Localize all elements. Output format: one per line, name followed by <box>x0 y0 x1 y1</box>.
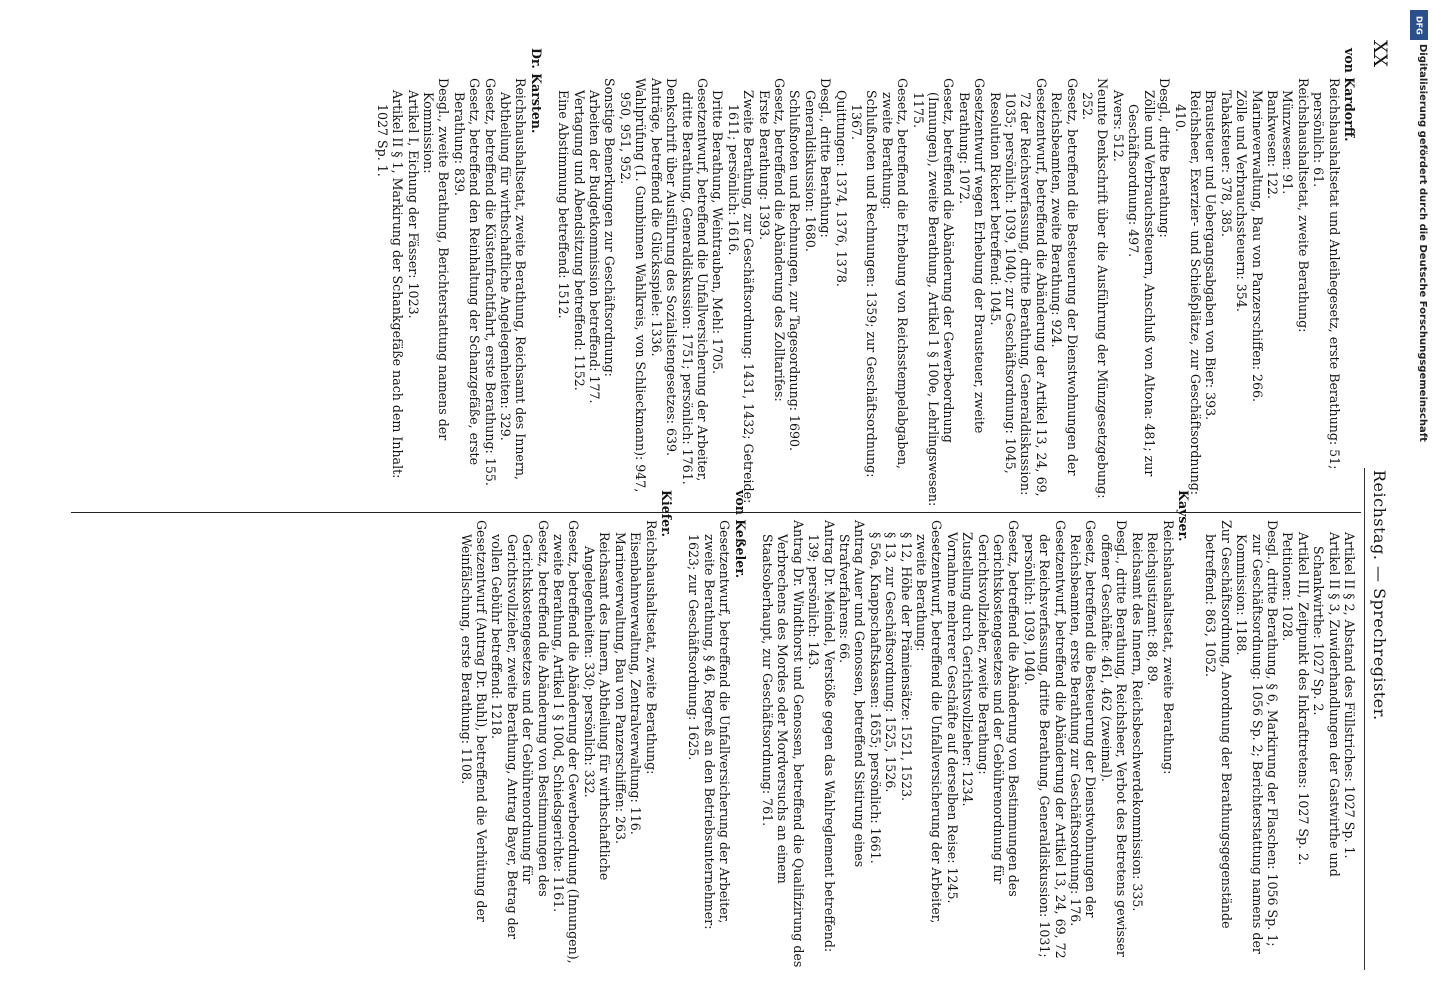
entry-line: Tabaksteuer: 378, 385. <box>1218 90 1234 238</box>
entry-line: Gesetzentwurf, betreffend die Unfallversicherung der Arbeiter, zweite Berathung, § 46, Regreß an den Betriebsunternehmer: 1623; zur Geschäftsordnung: 1625. <box>686 520 733 930</box>
entry-line: Gesetz, betreffend die Abänderung des Zolltarifes: <box>771 78 787 402</box>
speaker-entry-continued <box>1203 520 1357 968</box>
entry-line: Gesetz, betreffend die Abänderung der Gewerbeordnung (Innungen), zweite Berathung, Artikel 1 § 100d, Schiedsgerichte: 1161. <box>551 520 582 964</box>
page-number: XX <box>1369 40 1391 68</box>
entry-line: Marineverwaltung, Bau von Panzerschiffen: 266. <box>1249 90 1265 403</box>
entry-line: Gesetz, betreffend die Abänderung von Bestimmungen des Gerichtskostengesetzes und der Gebührenordnung für Gerichtsvollzieher, zweite Berathung: <box>975 520 1022 897</box>
entry-line: Brausteuer und Uebergangsabgaben von Bier: 393. <box>1203 90 1219 421</box>
entry-line: Vornahme mehrerer Geschäfte auf derselben Reise: 1245. <box>944 532 960 904</box>
entry-line: Reichshaushaltsetat, zweite Berathung: <box>1295 78 1311 333</box>
entry-line: Reichsamt des Innern, Reichsbeschwerdekommission: 335. <box>1129 532 1145 912</box>
entry-line: Reichsheer, Exerzier- und Schießplätze, zur Geschäftsordnung: 410. <box>1172 90 1203 496</box>
entry-line: Artikel III, Zeitpunkt des Inkrafttretens: 1027 Sp. 2. <box>1295 532 1311 866</box>
speaker-entry <box>458 490 674 968</box>
speaker-name: von Keßeler. <box>732 490 748 579</box>
entry-line: Gesetzentwurf, betreffend die Unfallversicherung der Arbeiter, dritte Berathung, Generaldiskussion: 1751; persönlich: 1761. <box>679 78 710 485</box>
entry-line: Zweite Berathung, zur Geschäftsordnung: 1431, 1432; Getreide: 1611; persönlich: 1616. <box>725 90 757 504</box>
entry-line: Gesetzentwurf, betreffend die Abänderung der Artikel 13, 24, 69, 72 der Reichsverfassung, dritte Berathung, Generaldiskussion: 1031; persönlich: 1039, 1040. <box>1021 520 1068 959</box>
speaker-entry <box>759 490 1191 968</box>
entry-line: Arbeiten der Budgetkommission betreffend: 177. <box>587 90 603 404</box>
digitization-credit <box>1404 4 1432 996</box>
page-title: Reichstag. — Sprechregister. <box>1370 470 1389 721</box>
speaker-entry <box>374 48 544 508</box>
entry-line: Bankwesen: 122. <box>1264 90 1280 200</box>
entry-line: Reichshaushaltsetat, zweite Berathung, Reichsamt des Innern, Abtheilung für wirthschaftliche Angelegenheiten: 329. <box>498 78 529 481</box>
entry-line: Desgl., dritte Berathung: <box>818 78 834 238</box>
entry-line: Schlußnoten und Rechnungen, zur Tagesordnung: 1690. <box>787 90 803 452</box>
entry-line: Wahlprüfung (1. Gumbinnen Wahlkreis, von Schlieckmann): 947, 950, 951, 952. <box>617 78 649 493</box>
left-column <box>372 48 1357 508</box>
column-divider <box>71 512 1361 513</box>
entry-line: Zur Geschäftsordnung, Anordnung der Berathungsgegenstände betreffend: 863, 1052. <box>1203 520 1234 929</box>
entry-line: Anträge, betreffend die Glücksspiele: 1336. <box>648 78 664 357</box>
entry-line: § 56a, Knappschaftskassen: 1655; persönlich: 1661. <box>867 532 883 864</box>
entry-line: Avers: 512. <box>1110 90 1126 162</box>
entry-line: Artikel II § 3, Zuwiderhandlungen der Gastwirthe und Schankwirthe: 1027 Sp. 2. <box>1311 532 1342 877</box>
entry-line: Reichsamt des Innern, Abtheilung für wirthschaftliche Angelegenheiten: 330; persönlich: 332. <box>581 532 613 881</box>
entry-line: Quittungen: 1374, 1376, 1378. <box>833 90 849 287</box>
document-page <box>31 0 1401 1000</box>
running-head <box>1363 40 1395 970</box>
entry-line: Desgl., dritte Berathung, Reichsheer, Verbot des Betretens gewisser offener Geschäfte: 461, 462 (zweimal). <box>1098 520 1130 957</box>
entry-line: Petitionen: 1028. <box>1280 532 1296 642</box>
entry-line: Gesetz, betreffend die Besteuerung der Dienstwohnungen der Reichsbeamten, erste Berathung zur Geschäftsordnung: 176. <box>1068 520 1099 927</box>
speaker-name: Kiefer. <box>658 490 674 538</box>
entry-line: Desgl., zweite Berathung, Berichterstattung namens der Kommission: <box>421 78 452 441</box>
entry-line: Gesetz, betreffend die Abänderung von Bestimmungen des Gerichtskostengesetzes und der Gebührenordnung für Gerichtsvollzieher, zweite Berathung, Antrag Bayer, Betrag der vollen Gebühr betreffend: 1218. <box>489 520 551 940</box>
entry-line: Marineverwaltung, Bau von Panzerschiffen: 263. <box>612 532 628 845</box>
entry-line: Schlußnoten und Rechnungen: 1359; zur Geschäftsordnung: 1367. <box>849 90 880 478</box>
speaker-name: Dr. Karsten. <box>528 48 544 134</box>
dfg-logo: DFG <box>1410 10 1428 40</box>
entry-line: Desgl., dritte Berathung: <box>1157 78 1173 238</box>
entry-line: § 13, zur Geschäftsordnung: 1525, 1526. <box>883 532 899 793</box>
entry-line: Antrag Dr. Windthorst und Genossen, betreffend die Qualifizirung des Verbrechens des Mordes oder Mordversuchs an einem Staatsoberhaupt, zur Geschäftsordnung: 761. <box>759 520 806 968</box>
entry-line: Neunte Denkschrift über die Ausführung der Münzgesetzgebung: 252. <box>1080 78 1111 499</box>
entry-line: Gesetz, betreffend die Erhebung von Reichsstempelabgaben, zweite Berathung: <box>879 78 911 470</box>
entry-line: § 12, Höhe der Prämiensätze: 1521, 1523. <box>898 532 914 802</box>
entry-line: Eine Abstimmung betreffend: 1512. <box>556 90 572 319</box>
speaker-entry <box>686 490 748 968</box>
entry-line: Desgl., dritte Berathung, § 6, Markirung der Flaschen: 1056 Sp. 1; zur Geschäftsordnung: 1056 Sp. 2; Berichterstattung namens der Kommission: 1188. <box>1234 520 1280 954</box>
entry-line: Antrag Dr. Meindel, Verstöße gegen das Wahlreglement betreffend: 139; persönlich: 143. <box>806 520 837 953</box>
entry-line: Gesetz, betreffend den Reinhaltung der Schanzgefäße, erste Berathung: 839. <box>451 78 483 466</box>
entry-line: Zölle und Verbrauchssteuern, Anschluß von Altona: 481; zur Geschäftsordnung: 497. <box>1126 90 1157 477</box>
entry-line: Vertagung und Abendsitzung betreffend: 1152. <box>571 90 587 391</box>
entry-line: Denkschrift über Ausführung des Sozialistengesetzes: 639. <box>664 78 680 457</box>
entry-line: Generaldiskussion: 1680. <box>802 90 818 252</box>
right-column <box>456 490 1357 968</box>
entry-line: Gesetz, betreffend die Küstenfrachtfahrt, erste Berathung: 155. <box>482 78 498 486</box>
entry-line: Zölle und Verbrauchssteuern: 354. <box>1234 90 1250 312</box>
entry-line: Artikel I, Eichung der Fässer: 1023. <box>405 90 421 319</box>
entry-line: Gesetz, betreffend die Abänderung der Gewerbeordnung (Innungen), zweite Berathung, Artikel 1 § 100e, Lehrlingswesen: 1175. <box>910 78 957 507</box>
entry-line: Reichshaushaltsetat und Anleihegesetz, erste Berathung: 51; persönlich: 61. <box>1311 78 1342 470</box>
entry-line: Dritte Berathung, Weintrauben, Mehl: 1705. <box>710 90 726 375</box>
speaker-name: von Kardorff. <box>1342 48 1357 142</box>
entry-line: Artikel II § 2, Abstand des Füllstriches: 1027 Sp. 1. <box>1342 532 1357 859</box>
entry-line: Reichsjustizamt: 88, 89. <box>1145 532 1161 686</box>
entry-line: Gesetzentwurf (Antrag Dr. Buhl), betreffend die Verhütung der Weinfälschung, erste Berathung: 1108. <box>458 520 490 922</box>
entry-line: Gesetzentwurf wegen Erhebung der Brausteuer, zweite Berathung: 1072. <box>956 78 988 434</box>
entry-line: Antrag Auer und Genossen, betreffend Sistirung eines Strafverfahrens: 66. <box>837 520 868 868</box>
entry-line: Reichshaushaltsetat, zweite Berathung: <box>1160 520 1176 775</box>
speaker-name: Kayser. <box>1175 490 1191 542</box>
entry-line: Zustellung durch Gerichtsvollzieher: 1234. <box>960 532 976 807</box>
credit-text: Digitalisierung gefördert durch die Deutsche Forschungsgemeinschaft <box>1417 44 1428 442</box>
header-rule <box>1364 468 1365 970</box>
entry-line: Gesetzentwurf, betreffend die Unfallversicherung der Arbeiter, zweite Berathung: <box>914 520 945 924</box>
entry-line: Gesetz, betreffend die Besteuerung der Dienstwohnungen der Reichsbeamten, zweite Berathung: 924. <box>1049 78 1080 476</box>
entry-line: Reichshaushaltsetat, zweite Berathung: <box>643 520 659 775</box>
entry-line: Eisenbahnverwaltung, Zentralverwaltung: 116. <box>628 532 644 835</box>
speaker-entry <box>556 48 1357 508</box>
entry-line: Münzwesen: 91. <box>1280 90 1296 195</box>
entry-line: Gesetzentwurf, betreffend die Abänderung der Artikel 13, 24, 69, 72 der Reichsverfassung, dritte Berathung, Generaldiskussion: 1035; persönlich: 1039, 1040; zur Geschäftsordnung: 1045, Resolution Rickert betreffend: 1045. <box>987 78 1049 497</box>
entry-line: Erste Berathung: 1393. <box>756 90 772 241</box>
entry-line: Sonstige Bemerkungen zur Geschäftsordnung: <box>602 78 618 377</box>
entry-line: Artikel II § 1, Markirung der Schankgefäße nach dem Inhalt: 1027 Sp. 1. <box>374 90 406 479</box>
